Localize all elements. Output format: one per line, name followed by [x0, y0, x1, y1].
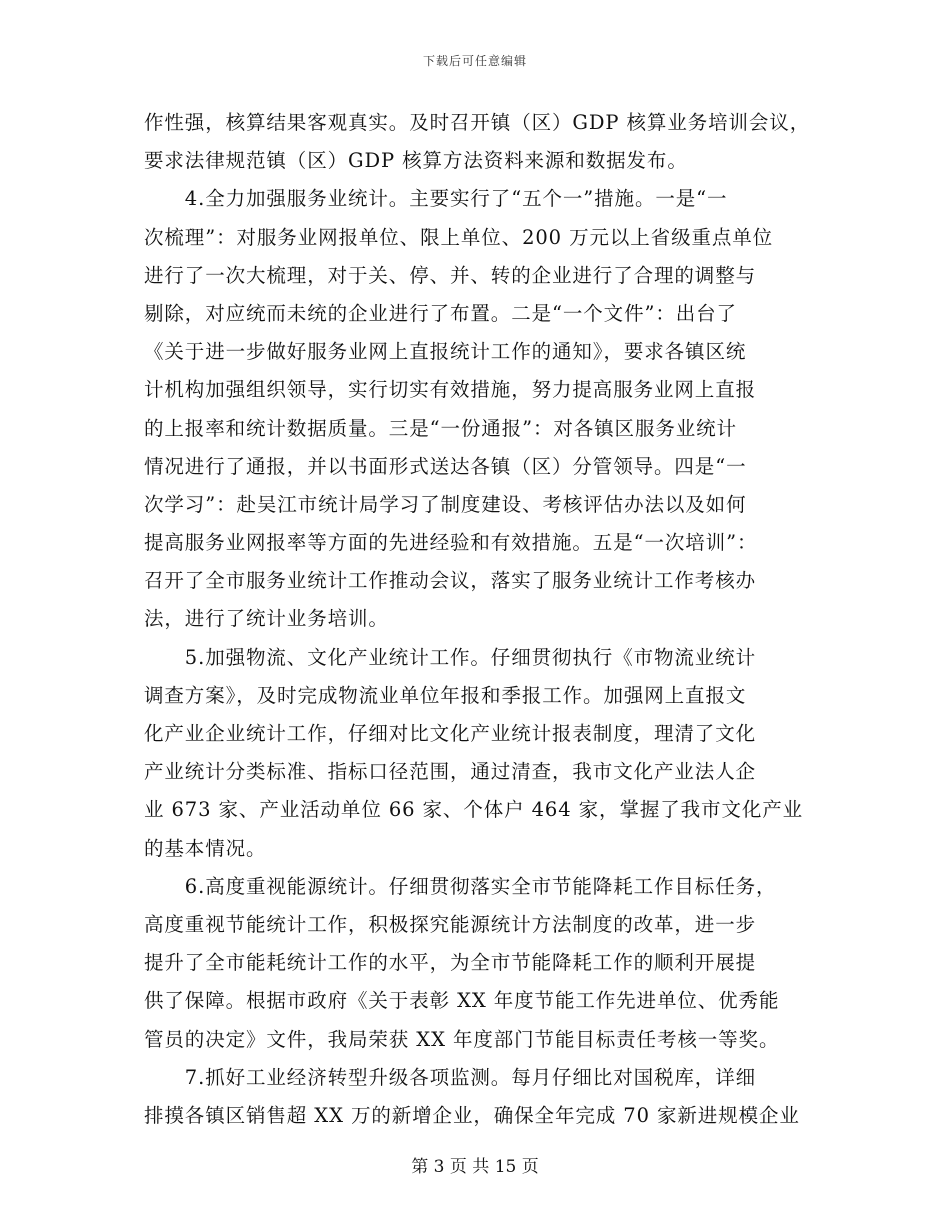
body-line: 业 673 家、产业活动单位 66 家、个体户 464 家，掌握了我市文化产业	[144, 798, 804, 822]
body-line: 化产业企业统计工作，仔细对比文化产业统计报表制度，理清了文化	[144, 722, 757, 745]
body-line: 调查方案》，及时完成物流业单位年报和季报工作。加强网上直报文	[144, 683, 747, 707]
body-line: 情况进行了通报，并以书面形式送达各镇（区）分管领导。四是“一	[144, 454, 747, 478]
body-line: 次学习”：赴吴江市统计局学习了制度建设、考核评估办法以及如何	[144, 492, 747, 516]
body-line: 召开了全市服务业统计工作推动会议，落实了服务业统计工作考核办	[144, 569, 757, 593]
body-line: 供了保障。根据市政府《关于表彰 XX 年度节能工作先进单位、优秀能	[144, 989, 780, 1013]
body-line: 计机构加强组织领导，实行切实有效措施，努力提高服务业网上直报	[144, 378, 757, 402]
body-line: 的上报率和统计数据质量。三是“一份通报”：对各镇区服务业统计	[144, 416, 737, 440]
body-line: 提升了全市能耗统计工作的水平，为全市节能降耗工作的顺利开展提	[144, 951, 757, 975]
document-body	[144, 104, 811, 1135]
body-line: 作性强，核算结果客观真实。及时召开镇（区）GDP 核算业务培训会议，	[144, 111, 811, 134]
body-line: 的基本情况。	[144, 836, 267, 860]
body-line: 管员的决定》文件，我局荣获 XX 年度部门节能目标责任考核一等奖。	[144, 1027, 780, 1051]
body-line: 《关于进一步做好服务业网上直报统计工作的通知》，要求各镇区统	[144, 340, 747, 364]
body-line: 5.加强物流、文化产业统计工作。仔细贯彻执行《市物流业统计	[144, 645, 757, 669]
page-header: 下载后可任意编辑	[422, 54, 527, 68]
page-number-footer: 第 3 页 共 15 页	[411, 1157, 539, 1177]
body-line: 产业统计分类标准、指标口径范围，通过清查，我市文化产业法人企	[144, 760, 757, 784]
body-line: 进行了一次大梳理，对于关、停、并、转的企业进行了合理的调整与	[144, 263, 757, 287]
body-line: 剔除，对应统而未统的企业进行了布置。二是“一个文件”：出台了	[144, 301, 737, 325]
body-line: 7.抓好工业经济转型升级各项监测。每月仔细比对国税库，详细	[144, 1065, 757, 1089]
body-line: 要求法律规范镇（区）GDP 核算方法资料来源和数据发布。	[144, 149, 688, 173]
body-line: 排摸各镇区销售超 XX 万的新增企业，确保全年完成 70 家新进规模企业	[144, 1103, 800, 1127]
body-line: 6.高度重视能源统计。仔细贯彻落实全市节能降耗工作目标任务，	[144, 874, 777, 898]
body-line: 高度重视节能统计工作，积极探究能源统计方法制度的改革，进一步	[144, 912, 757, 936]
body-line: 次梳理”：对服务业网报单位、限上单位、200 万元以上省级重点单位	[144, 225, 774, 249]
body-line: 提高服务业网报率等方面的先进经验和有效措施。五是“一次培训”：	[144, 531, 758, 555]
body-line: 法，进行了统计业务培训。	[144, 607, 389, 631]
body-line: 4.全力加强服务业统计。主要实行了“五个一”措施。一是“一	[144, 187, 728, 211]
